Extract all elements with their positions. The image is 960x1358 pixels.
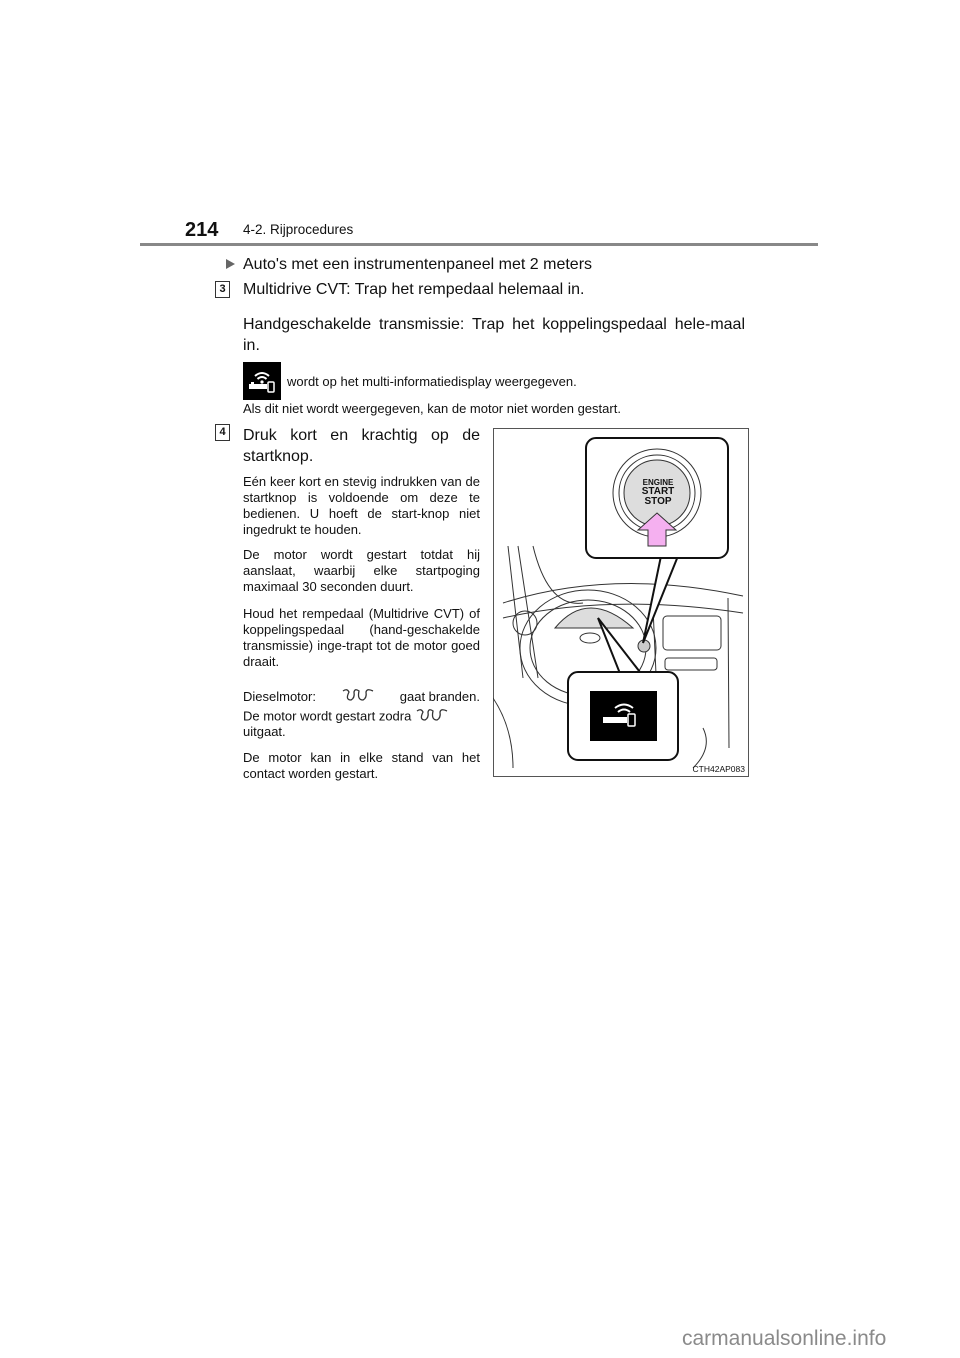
button-label-stop: STOP [644, 496, 672, 507]
diesel-out-text: uitgaat. [243, 724, 286, 739]
section-title: 4-2. Rijprocedures [243, 222, 354, 237]
diesel-label: Dieselmotor: [243, 689, 316, 704]
bullet-text: Auto's met een instrumentenpaneel met 2 meters [243, 256, 593, 273]
diesel-start-text: De motor wordt gestart zodra [243, 708, 412, 724]
figure-code: CTH42AP083 [692, 764, 745, 774]
step-3-line2: Handgeschakelde transmissie: Trap het koppelingspedaal hele-maal in. [243, 316, 745, 354]
header-rule [140, 243, 818, 246]
step-4-title: Druk kort en krachtig op de startknop. [243, 427, 480, 465]
button-label-start: START [641, 486, 675, 497]
glow-plug-indicator-icon [341, 688, 375, 706]
diesel-suffix: gaat branden. [399, 689, 480, 704]
step-4-last: De motor kan in elke stand van het contact worden gestart. [243, 750, 480, 781]
engine-start-illustration [493, 428, 749, 777]
watermark: carmanualsonline.info [682, 1327, 887, 1350]
glow-plug-indicator-icon [415, 708, 449, 726]
bullet-triangle-icon [226, 259, 235, 269]
page-number: 214 [185, 219, 219, 241]
step-3-note: Als dit niet wordt weergegeven, kan de motor niet worden gestart. [243, 401, 621, 416]
diesel-line [243, 688, 480, 706]
step-4-para-3: Houd het rempedaal (Multidrive CVT) of koppelingspedaal (hand-geschakelde transmissie) inge-trapt tot de motor goed draait. [243, 606, 480, 669]
step-3-line1: Multidrive CVT: Trap het rempedaal helemaal in. [243, 281, 585, 298]
smart-key-indicator-icon [243, 362, 281, 400]
step-3-badge: 3 [215, 281, 230, 298]
button-label-engine: ENGINE [642, 478, 674, 487]
step-4-badge: 4 [215, 424, 230, 441]
step-4-para-1: Eén keer kort en stevig indrukken van de startknop is voldoende om deze te bedienen. U hoeft de start-knop niet ingedrukt te houden. [243, 474, 480, 537]
step-4-para-2: De motor wordt gestart totdat hij aanslaat, waarbij elke startpoging maximaal 30 seconden duurt. [243, 547, 480, 594]
icon-description: wordt op het multi-informatiedisplay weergegeven. [287, 374, 577, 389]
